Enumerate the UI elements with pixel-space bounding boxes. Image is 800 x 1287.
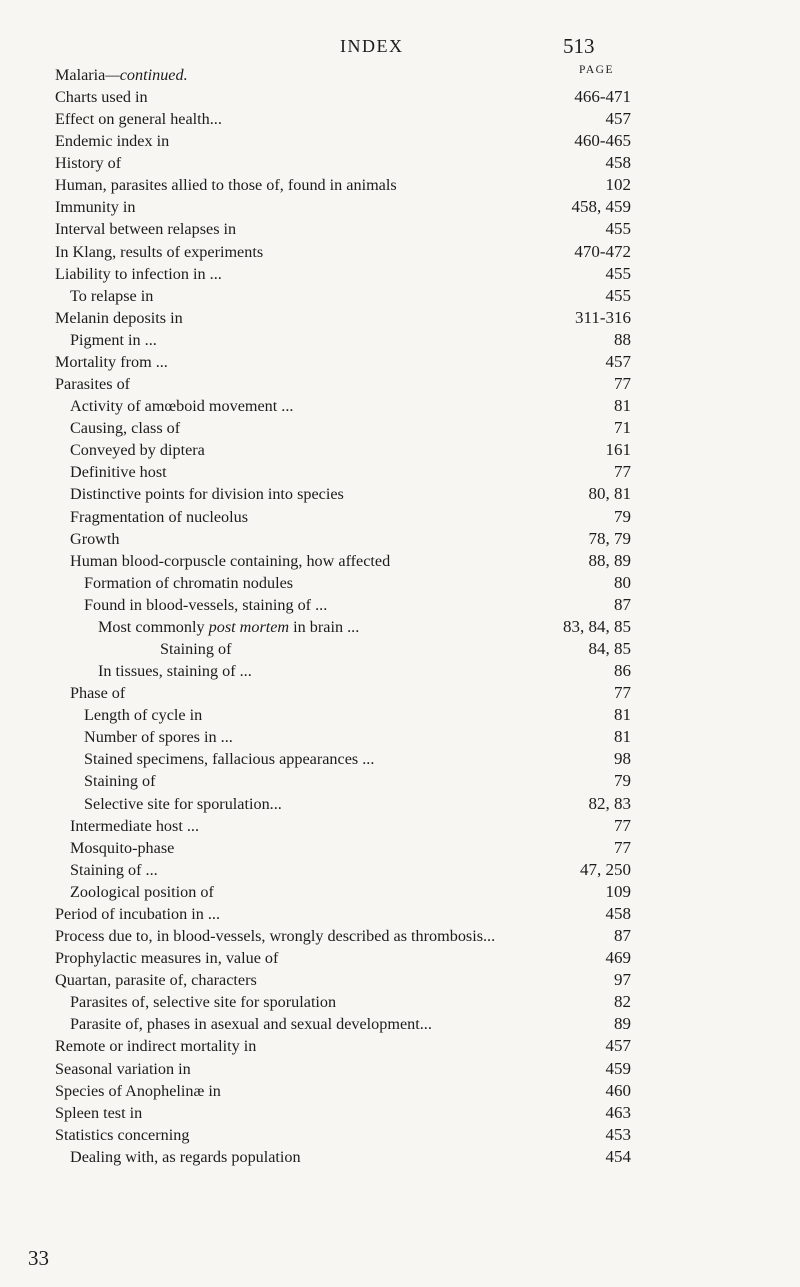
entry-page: 87 xyxy=(614,926,631,946)
index-entry xyxy=(0,130,800,152)
running-title: INDEX xyxy=(340,36,404,56)
entry-page: 98 xyxy=(614,749,631,769)
entry-label: Charts used in xyxy=(55,88,148,106)
index-entry xyxy=(0,329,800,351)
entry-page: 86 xyxy=(614,661,631,681)
entry-page: 79 xyxy=(614,771,631,791)
entry-label: Interval between relapses in xyxy=(55,220,237,239)
entry-label: In Klang, results of experiments xyxy=(55,242,264,261)
entry-page: 455 xyxy=(605,219,631,239)
index-entry xyxy=(0,616,800,638)
index-entry xyxy=(0,1058,800,1080)
entry-label: Mortality from ... xyxy=(55,352,168,371)
entry-label: Seasonal variation in xyxy=(55,1059,191,1078)
entry-label: Staining of xyxy=(160,640,232,658)
entry-label: Phase of xyxy=(70,684,126,703)
entry-label: Process due to, in blood-vessels, wrongly described as thrombosis... xyxy=(55,927,496,946)
entry-page: 82 xyxy=(614,992,631,1012)
index-entry xyxy=(0,285,800,307)
entry-page: 459 xyxy=(605,1058,631,1078)
entry-page: 81 xyxy=(614,727,631,747)
entry-page: 457 xyxy=(605,1036,631,1056)
page-number: 513 xyxy=(563,34,595,58)
index-entry xyxy=(0,218,800,240)
entry-page: 458 xyxy=(605,903,631,923)
entry-label: Number of spores in ... xyxy=(84,728,233,747)
entry-page: 81 xyxy=(614,396,631,416)
index-entry xyxy=(0,925,800,947)
entry-label: Spleen test in xyxy=(55,1103,143,1122)
entry-page: 83, 84, 85 xyxy=(563,616,631,636)
entry-page: 458, 459 xyxy=(571,197,631,217)
entry-label: Staining of xyxy=(84,772,156,791)
entry-label-text: in brain ... xyxy=(289,617,360,636)
entry-page: 463 xyxy=(605,1102,631,1122)
entry-label: Fragmentation of nucleolus xyxy=(70,507,249,526)
index-entry xyxy=(0,881,800,903)
index-entry xyxy=(0,86,800,108)
entry-label: Human blood-corpuscle containing, how affected xyxy=(70,551,391,570)
entry-label: In tissues, staining of ... xyxy=(98,662,252,681)
index-entry xyxy=(0,528,800,550)
entry-label: Selective site for sporulation... xyxy=(84,794,282,813)
index-entry xyxy=(0,704,800,726)
entry-label: Prophylactic measures in, value of xyxy=(55,949,279,968)
entry-label: Parasite of, phases in asexual and sexual development... xyxy=(70,1015,432,1034)
index-entry xyxy=(0,417,800,439)
entry-page: 82, 83 xyxy=(588,793,631,813)
entry-label-text: Most commonly xyxy=(98,617,209,636)
index-entry xyxy=(0,969,800,991)
entry-page: 78, 79 xyxy=(588,528,631,548)
entry-page: 47, 250 xyxy=(580,859,631,879)
index-entry xyxy=(0,174,800,196)
index-entry xyxy=(0,837,800,859)
entry-page: 88, 89 xyxy=(588,550,631,570)
index-entry xyxy=(0,506,800,528)
index-entry xyxy=(0,682,800,704)
entry-page: 88 xyxy=(614,329,631,349)
entry-page: 77 xyxy=(614,683,631,703)
entry-label: Human, parasites allied to those of, found in animals xyxy=(55,176,397,195)
index-entry xyxy=(0,1013,800,1035)
entry-label: Definitive host xyxy=(70,463,167,482)
entry-label: Statistics concerning xyxy=(55,1125,190,1144)
index-entry xyxy=(0,373,800,395)
entry-page: 71 xyxy=(614,418,631,438)
index-entry xyxy=(0,991,800,1013)
entry-page: 89 xyxy=(614,1014,631,1034)
entry-label: Staining of ... xyxy=(70,860,158,879)
index-entry xyxy=(0,770,800,792)
entry-label: Quartan, parasite of, characters xyxy=(55,971,257,990)
signature-mark: 33 xyxy=(28,1246,49,1270)
index-entry xyxy=(0,793,800,815)
entry-label: Parasites of xyxy=(55,375,131,394)
index-entry xyxy=(0,1035,800,1057)
entry-page: 109 xyxy=(605,881,631,901)
index-entry xyxy=(0,483,800,505)
entry-page: 457 xyxy=(605,351,631,371)
index-entry xyxy=(0,859,800,881)
entry-page: 102 xyxy=(605,175,631,195)
index-entry xyxy=(0,638,800,660)
index-entry xyxy=(0,947,800,969)
entry-page: 460 xyxy=(605,1080,631,1100)
entry-label: Pigment in ... xyxy=(70,330,157,349)
entry-page: 80 xyxy=(614,572,631,592)
entry-label: Found in blood-vessels, staining of ... xyxy=(84,595,328,614)
entry-label: Distinctive points for division into species xyxy=(70,485,344,504)
entry-label: History of xyxy=(55,154,122,173)
entry-label: Effect on general health... xyxy=(55,110,222,129)
entry-page: 77 xyxy=(614,837,631,857)
entry-page: 453 xyxy=(605,1124,631,1144)
entry-page: 77 xyxy=(614,815,631,835)
index-entry xyxy=(0,1102,800,1124)
heading-suffix: —continued. xyxy=(105,66,188,84)
index-entry xyxy=(0,660,800,682)
entry-page: 87 xyxy=(614,594,631,614)
entry-page: 455 xyxy=(605,285,631,305)
entry-label: Parasites of, selective site for sporulation xyxy=(70,993,337,1012)
index-entry xyxy=(0,439,800,461)
entry-page: 77 xyxy=(614,462,631,482)
entry-label: Activity of amœboid movement ... xyxy=(70,397,294,416)
index-entry xyxy=(0,550,800,572)
entry-label: Dealing with, as regards population xyxy=(70,1147,301,1166)
index-entry xyxy=(0,152,800,174)
index-heading xyxy=(0,64,800,86)
page-header xyxy=(0,36,800,62)
entry-label: Causing, class of xyxy=(70,419,181,438)
index-entry xyxy=(0,748,800,770)
index-entry xyxy=(0,815,800,837)
entry-label: Intermediate host ... xyxy=(70,816,200,835)
index-entry xyxy=(0,594,800,616)
entry-page: 469 xyxy=(605,948,631,968)
entry-page: 454 xyxy=(605,1146,631,1166)
index-entry xyxy=(0,572,800,594)
index-entry xyxy=(0,461,800,483)
index-entry xyxy=(0,196,800,218)
index-entry xyxy=(0,1146,800,1168)
entry-page: 460-465 xyxy=(574,131,631,151)
entry-page: 161 xyxy=(605,440,631,460)
index-entry xyxy=(0,263,800,285)
index-entry xyxy=(0,395,800,417)
index-entry xyxy=(0,351,800,373)
page-column-label: PAGE xyxy=(579,64,614,76)
index-entry xyxy=(0,1080,800,1102)
entry-page: 77 xyxy=(614,374,631,394)
entry-label: Mosquito-phase xyxy=(70,838,175,857)
entry-label: Species of Anophelinæ in xyxy=(55,1081,221,1100)
entry-label: Stained specimens, fallacious appearances ... xyxy=(84,750,375,769)
entry-label: Period of incubation in ... xyxy=(55,904,220,923)
entry-label xyxy=(98,616,359,638)
entry-page: 466-471 xyxy=(574,87,631,106)
entry-page: 311-316 xyxy=(574,307,631,327)
entry-label-italic: post mortem xyxy=(208,617,290,636)
entry-page: 84, 85 xyxy=(588,639,631,658)
index-entry xyxy=(0,903,800,925)
index-entry xyxy=(0,108,800,130)
heading-label xyxy=(55,64,188,86)
entry-label: Remote or indirect mortality in xyxy=(55,1037,257,1056)
entry-page: 80, 81 xyxy=(588,484,631,504)
entry-label: Length of cycle in xyxy=(84,706,203,725)
index-entry xyxy=(0,1124,800,1146)
entry-label: Immunity in xyxy=(55,198,136,217)
entry-label: Liability to infection in ... xyxy=(55,264,222,283)
index-entry xyxy=(0,726,800,748)
entry-page: 470-472 xyxy=(574,241,631,261)
entry-page: 81 xyxy=(614,705,631,725)
entry-label: Zoological position of xyxy=(70,882,214,901)
entry-page: 97 xyxy=(614,970,631,990)
heading-prefix: Malaria xyxy=(55,66,106,84)
entry-page: 79 xyxy=(614,506,631,526)
entry-label: To relapse in xyxy=(70,286,154,305)
entry-page: 457 xyxy=(605,109,631,129)
entry-label: Endemic index in xyxy=(55,132,170,151)
entry-label: Conveyed by diptera xyxy=(70,441,205,460)
entry-page: 455 xyxy=(605,263,631,283)
index-entry xyxy=(0,307,800,329)
index-entry xyxy=(0,241,800,263)
entry-page: 458 xyxy=(605,153,631,173)
entry-label: Growth xyxy=(70,529,120,548)
entry-label: Formation of chromatin nodules xyxy=(84,573,294,592)
entry-label: Melanin deposits in xyxy=(55,308,183,327)
